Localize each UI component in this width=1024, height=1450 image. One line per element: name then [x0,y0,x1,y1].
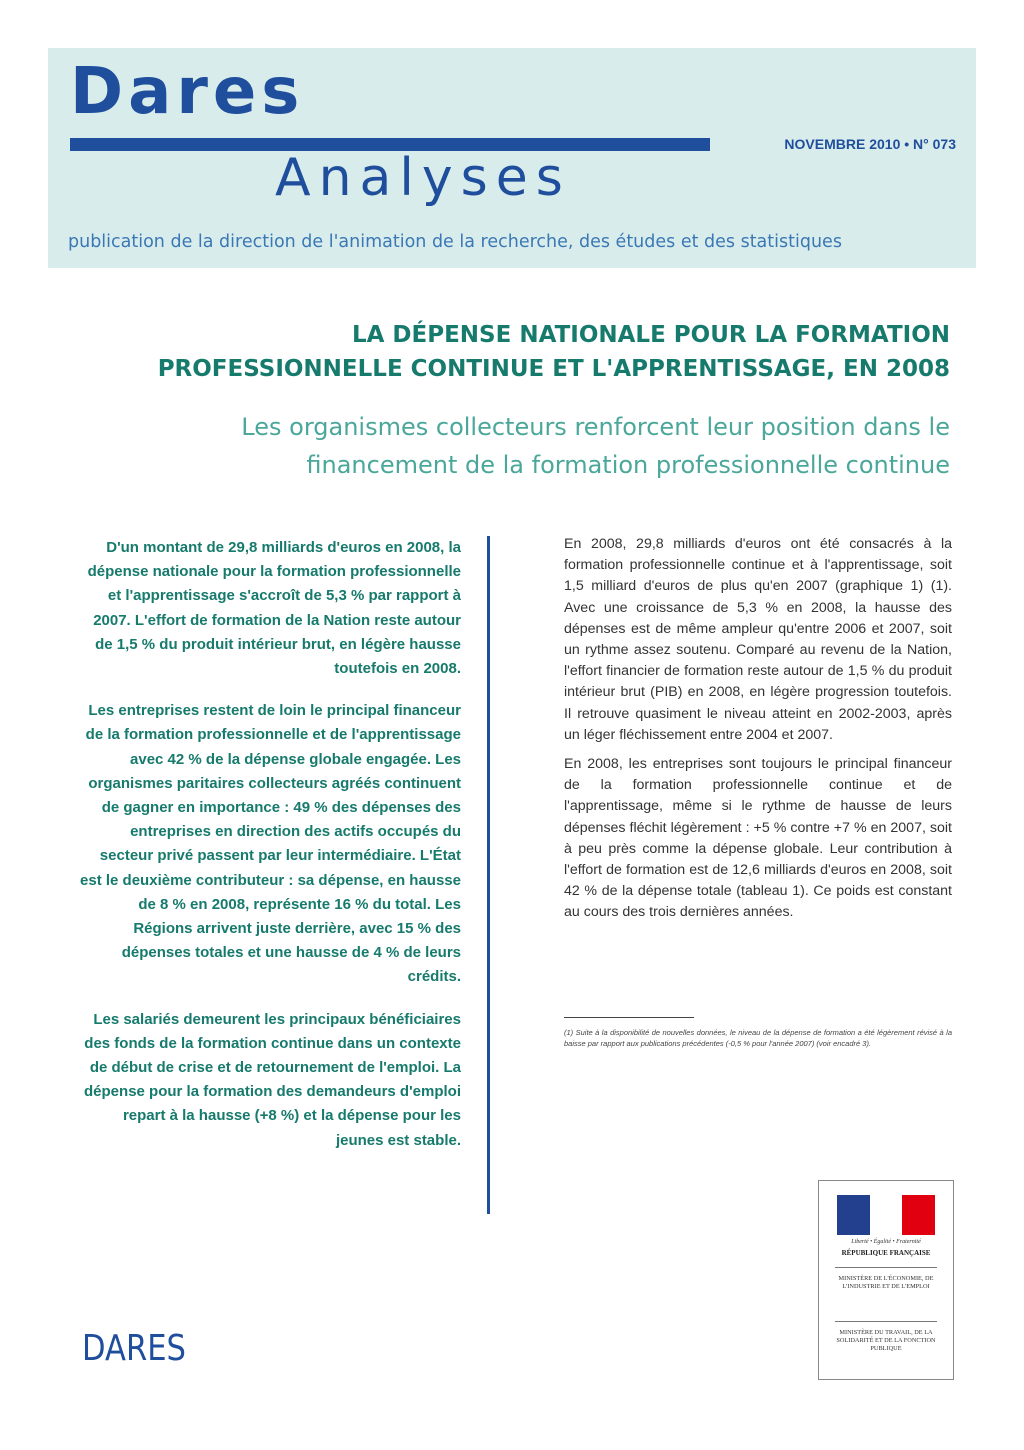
publication-tagline: publication de la direction de l'animation de la recherche, des études et des statistiques [68,232,842,252]
summary-paragraph: D'un montant de 29,8 milliards d'euros en 2008, la dépense nationale pour la formation professionnelle et l'apprentissage s'accroît de 5,3 % par rapport à 2007. L'effort de formation de la Nation reste autour de 1,5 % du produit intérieur brut, en légère hausse toutefois en 2008. [87,539,461,678]
article-subtitle: Les organismes collecteurs renforcent leur position dans le financement de la formation professionnelle continue [241,413,950,479]
french-flag-icon [837,1195,935,1235]
column-divider [487,536,490,1214]
body-paragraph: En 2008, les entreprises sont toujours le principal financeur de la formation professionnelle continue et de l'apprentissage, même si le rythme de hausse de leurs dépenses fléchit légèrement : +5 % contre +7 % en 2007, soit à peu près comme la dépense globale. Leur contribution à l'effort de formation est de 12,6 milliards d'euros en 2008, soit 42 % de la dépense totale (tableau 1). Ce poids est constant au cours des trois dernières années. [564,756,952,921]
footnote-rule [564,1017,694,1018]
government-logo-block [818,1180,954,1380]
ministry-economy: MINISTÈRE DE L'ÉCONOMIE, DE L'INDUSTRIE ET DE L'EMPLOI [838,1275,934,1290]
summary-column [78,536,461,1171]
logo-separator [835,1267,937,1268]
republic-name: RÉPUBLIQUE FRANÇAISE [841,1249,931,1257]
body-column [564,534,952,932]
article-title: LA DÉPENSE NATIONALE POUR LA FORMATION PROFESSIONNELLE CONTINUE ET L'APPRENTISSAGE, EN 2008 [157,322,950,382]
body-paragraph: En 2008, 29,8 milliards d'euros ont été consacrés à la formation professionnelle continue et à l'apprentissage, soit 1,5 milliard d'euros de plus qu'en 2007 (graphique 1) (1). Avec une croissance de 5,3 % en 2008, la hausse des dépenses est de même ampleur qu'entre 2006 et 2007, soit un rythme assez soutenu. Comparé au revenu de la Nation, l'effort financier de formation reste autour de 1,5 % du produit intérieur brut (PIB) en 2008, en légère progression toutefois. Il retrouve quasiment le niveau atteint en 2002-2003, après un léger fléchissement entre 2004 et 2007. [564,536,952,743]
summary-paragraph: Les salariés demeurent les principaux bénéficiaires des fonds de la formation continue dans un contexte de début de crise et de retournement de l'emploi. La dépense pour la formation des demandeurs d'emploi repart à la hausse (+8 %) et la dépense pour les jeunes est stable. [84,1010,461,1149]
brand-logo-analyses: Analyses [275,148,571,208]
footnote: (1) Suite à la disponibilité de nouvelles données, le niveau de la dépense de formation a été légèrement révisé à la baisse par rapport aux publications précédentes (-0,5 % pour l'année 2007) (voir encadré 3). [564,1028,952,1048]
republic-motto: Liberté • Égalité • Fraternité [851,1239,921,1245]
issue-info: NOVEMBRE 2010 • N° 073 [784,136,956,152]
summary-paragraph: Les entreprises restent de loin le principal financeur de la formation professionnelle et de l'apprentissage avec 42 % de la dépense globale engagée. Les organismes paritaires collecteurs agréés continuent de gagner en importance : 49 % des dépenses des entreprises en direction des actifs occupés du secteur privé passent par leur intermédiaire. L'État est le deuxième contributeur : sa dépense, en hausse de 8 % en 2008, représente 16 % du total. Les Régions arrivent juste derrière, avec 15 % des dépenses totales et une hausse de 4 % de leurs crédits. [80,702,461,986]
dares-footer-logo: DARES [82,1328,186,1369]
ministry-labour: MINISTÈRE DU TRAVAIL, DE LA SOLIDARITÉ ET DE LA FONCTION PUBLIQUE [836,1329,936,1352]
logo-separator [835,1321,937,1322]
brand-logo-dares: Dares [70,55,305,129]
